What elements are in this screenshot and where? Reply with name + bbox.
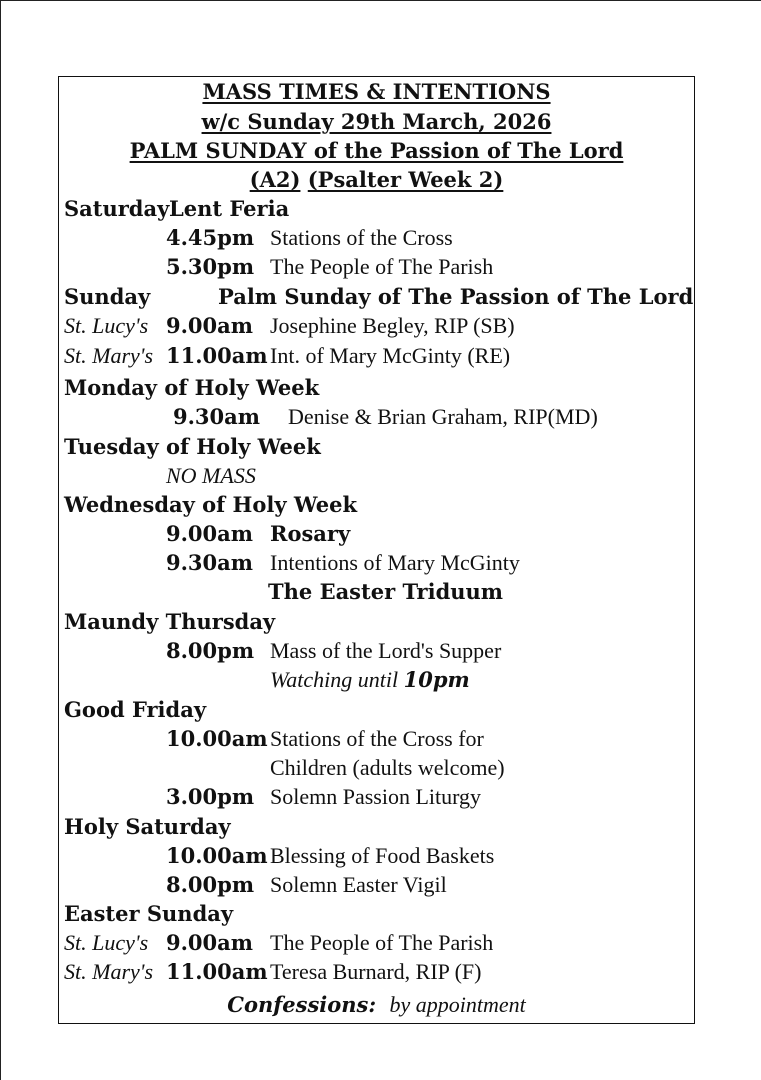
header-feast: PALM SUNDAY of the Passion of The Lord (129, 138, 624, 163)
confessions-label: Confessions: (227, 992, 377, 1017)
easter-time-1: 9.00am (166, 930, 253, 955)
friday-desc-1-cont: Children (adults welcome) (270, 755, 505, 780)
sunday-day: Sunday (64, 284, 151, 309)
watching-label: Watching until (270, 667, 404, 692)
sunday-time-2: 11.00am (166, 343, 268, 368)
confessions-line (58, 993, 695, 1017)
triduum-heading: The Easter Triduum (268, 579, 504, 604)
easter-church-1: St. Lucy's (64, 930, 149, 955)
easter-title: Easter Sunday (64, 901, 234, 926)
tuesday-title: Tuesday of Holy Week (64, 434, 321, 459)
header-year: (A2) (249, 167, 301, 192)
easter-time-2: 11.00am (166, 959, 268, 984)
thursday-time-1: 8.00pm (166, 638, 255, 663)
saturday-time-2: 5.30pm (166, 254, 255, 279)
header-week: w/c Sunday 29th March, 2026 (201, 109, 552, 134)
saturday-desc-2: The People of The Parish (270, 254, 494, 279)
holy-saturday-desc-2: Solemn Easter Vigil (270, 872, 447, 897)
friday-time-1: 10.00am (166, 726, 268, 751)
wednesday-desc-1: Rosary (270, 521, 351, 546)
friday-desc-2: Solemn Passion Liturgy (270, 784, 482, 809)
wednesday-title: Wednesday of Holy Week (64, 492, 358, 517)
tuesday-note: NO MASS (166, 463, 256, 488)
sunday-desc-1: Josephine Begley, RIP (SB) (270, 313, 515, 338)
page-edge-left (0, 0, 1, 1080)
monday-title: Monday of Holy Week (64, 375, 320, 400)
saturday-day: Saturday (64, 196, 170, 221)
friday-time-2: 3.00pm (166, 784, 255, 809)
sunday-desc-2: Int. of Mary McGinty (RE) (270, 343, 511, 368)
holy-saturday-desc-1: Blessing of Food Baskets (270, 843, 495, 868)
sunday-church-2: St. Mary's (64, 343, 154, 368)
sunday-title: Palm Sunday of The Passion of The Lord (218, 284, 694, 309)
thursday-desc-1: Mass of the Lord's Supper (270, 638, 502, 663)
easter-desc-1: The People of The Parish (270, 930, 494, 955)
page-edge-top (0, 0, 761, 1)
watching-time: 10pm (403, 667, 470, 692)
holy-saturday-time-1: 10.00am (166, 843, 268, 868)
header-title: MASS TIMES & INTENTIONS (202, 79, 551, 104)
wednesday-time-1: 9.00am (166, 521, 253, 546)
friday-title: Good Friday (64, 697, 207, 722)
easter-church-2: St. Mary's (64, 959, 154, 984)
saturday-desc-1: Stations of the Cross (270, 225, 453, 250)
holy-saturday-title: Holy Saturday (64, 814, 231, 839)
header-cycle (58, 168, 695, 192)
header-psalter: (Psalter Week 2) (307, 167, 504, 192)
monday-desc-1: Denise & Brian Graham, RIP(MD) (288, 404, 598, 429)
easter-desc-2: Teresa Burnard, RIP (F) (270, 959, 482, 984)
thursday-title: Maundy Thursday (64, 609, 276, 634)
sunday-church-1: St. Lucy's (64, 313, 149, 338)
friday-desc-1: Stations of the Cross for (270, 726, 484, 751)
wednesday-desc-2: Intentions of Mary McGinty (270, 550, 520, 575)
monday-time-1: 9.30am (173, 404, 260, 429)
holy-saturday-time-2: 8.00pm (166, 872, 255, 897)
confessions-value: by appointment (389, 992, 526, 1017)
thursday-watching (270, 668, 470, 692)
saturday-time-1: 4.45pm (166, 225, 255, 250)
wednesday-time-2: 9.30am (166, 550, 253, 575)
saturday-title: Lent Feria (169, 196, 290, 221)
sunday-time-1: 9.00am (166, 313, 253, 338)
